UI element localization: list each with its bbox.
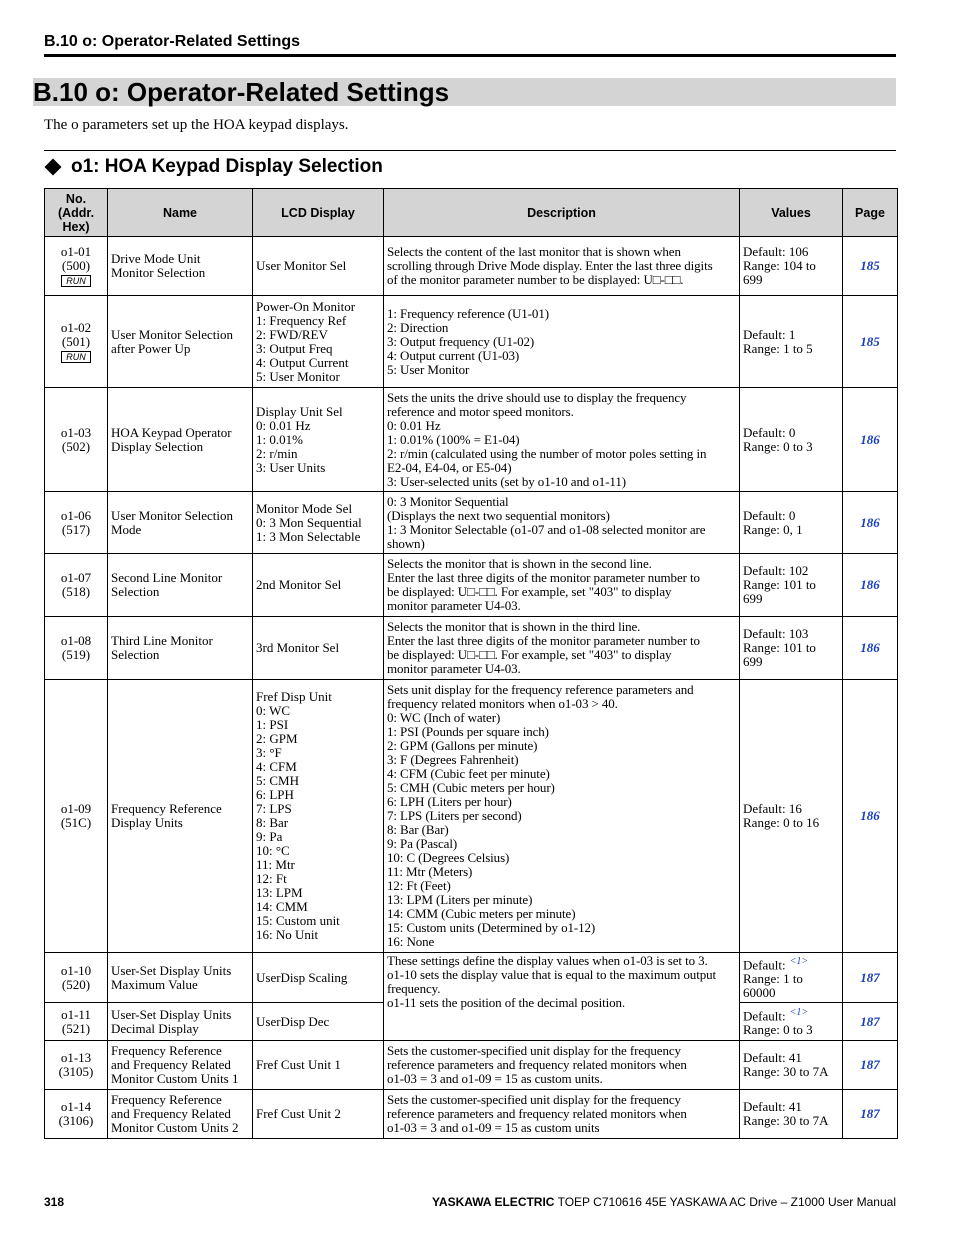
page-link[interactable]: 187 [843,1041,898,1090]
param-number: o1-10 [60,962,92,978]
param-number-cell [45,953,108,1003]
param-number-cell [45,492,108,554]
footer-brand: YASKAWA ELECTRIC [432,1195,555,1209]
param-address: (501) [61,333,91,349]
values-cell: Default: 103 Range: 101 to 699 [740,617,843,680]
table-row [45,237,898,296]
values-cell: Default: 106 Range: 104 to 699 [740,237,843,296]
param-number: o1-14 [60,1099,92,1114]
lcd-display-cell: Power-On Monitor 1: Frequency Ref 2: FWD/REV 3: Output Freq 4: Output Current 5: User Monitor [253,296,384,388]
table-row [45,953,898,1003]
footnote-ref-link[interactable]: <1> [789,955,809,967]
param-address: (3106) [58,1113,94,1128]
page-link[interactable]: 187 [843,1003,898,1041]
param-name-cell: User Monitor Selection after Power Up [108,296,253,388]
page-link[interactable]: 186 [843,492,898,554]
subsection-title: o1: HOA Keypad Display Selection [71,156,383,177]
table-row [45,617,898,680]
lcd-display-cell: 3rd Monitor Sel [253,617,384,680]
lcd-display-cell: Display Unit Sel 0: 0.01 Hz 1: 0.01% 2: r/min 3: User Units [253,388,384,492]
param-number-cell [45,680,108,953]
page-link[interactable]: 187 [843,1090,898,1139]
description-cell: 1: Frequency reference (U1-01) 2: Direction 3: Output frequency (U1-02) 4: Output current (U1-03) 5: User Monitor [384,296,740,388]
page-number: 318 [44,1195,65,1209]
header-rule [44,54,896,57]
param-number: o1-08 [60,633,92,648]
param-number-cell [45,1003,108,1041]
description-cell: Selects the monitor that is shown in the second line. Enter the last three digits of the monitor parameter number to be displayed: U□-□□. For example, set "403" to display monitor parameter U4-03. [384,554,740,617]
values-cell: Default: 102 Range: 101 to 699 [740,554,843,617]
page-link[interactable]: 186 [843,554,898,617]
run-badge-icon: RUN [61,351,91,363]
header-no: No. (Addr. Hex) [45,189,108,237]
param-number: o1-02 [60,319,92,335]
lcd-display-cell: UserDisp Scaling [253,953,384,1003]
values-cell: Default: 1 Range: 1 to 5 [740,296,843,388]
lcd-display-cell: Fref Cust Unit 2 [253,1090,384,1139]
values-cell: Default: $^{<1>}$ Range: 1 to 60000 [740,953,843,1003]
param-number-cell [45,296,108,388]
footer-doc [432,1195,896,1209]
param-number-cell [45,554,108,617]
run-badge-icon: RUN [61,275,91,287]
table-row [45,492,898,554]
header-page: Page [843,189,898,237]
param-number-cell [45,617,108,680]
param-name-cell: User-Set Display Units Decimal Display [108,1003,253,1041]
section-title: B.10 o: Operator-Related Settings [33,77,450,107]
param-address: (520) [61,976,91,992]
lcd-display-cell: Fref Disp Unit 0: WC 1: PSI 2: GPM 3: °F 4: CFM 5: CMH 6: LPH 7: LPS 8: Bar 9: Pa 10: °C 11: Mtr 12: Ft 13: LPM 14: CMM 15: Custom unit 16: No Unit [253,680,384,953]
param-name-cell: Frequency Reference and Frequency Related Monitor Custom Units 1 [108,1041,253,1090]
intro-text: The o parameters set up the HOA keypad displays. [44,117,349,133]
param-number: o1-06 [60,507,92,523]
values-cell: Default: 0 Range: 0 to 3 [740,388,843,492]
param-number: o1-03 [60,424,92,440]
table-row [45,554,898,617]
param-name-cell: User-Set Display Units Maximum Value [108,953,253,1003]
param-address: (517) [61,521,91,537]
diamond-bullet-icon [45,159,62,176]
running-header: B.10 o: Operator-Related Settings [44,33,301,50]
lcd-display-cell: Fref Cust Unit 1 [253,1041,384,1090]
lcd-display-cell: User Monitor Sel [253,237,384,296]
param-number: o1-09 [60,801,92,816]
description-cell: Sets the customer-specified unit display for the frequency reference parameters and frequency related monitors when o1-03 = 3 and o1-09 = 15 as custom units [384,1090,740,1139]
lcd-display-cell: Monitor Mode Sel 0: 3 Mon Sequential 1: 3 Mon Selectable [253,492,384,554]
footer-doc-title: TOEP C710616 45E YASKAWA AC Drive – Z1000 User Manual [554,1195,896,1209]
param-name-cell: Third Line Monitor Selection [108,617,253,680]
param-name-cell: Frequency Reference Display Units [108,680,253,953]
description-cell: Selects the monitor that is shown in the third line. Enter the last three digits of the monitor parameter number to be displayed: U□-□□. For example, set "403" to display monitor parameter U4-03. [384,617,740,680]
values-cell: Default: $^{<1>}$ Range: 0 to 3 [740,1003,843,1041]
table-row [45,388,898,492]
header-name: Name [108,189,253,237]
param-address: (519) [61,647,91,662]
lcd-display-cell: 2nd Monitor Sel [253,554,384,617]
param-name-cell: Frequency Reference and Frequency Related Monitor Custom Units 2 [108,1090,253,1139]
param-address: (51C) [60,815,92,830]
page-link[interactable]: 186 [843,680,898,953]
param-number: o1-01 [60,244,92,259]
param-address: (518) [61,584,91,599]
description-cell: Selects the content of the last monitor that is shown when scrolling through Drive Mode display. Enter the last three digits of the monitor parameter number to be displayed: U□-□□. [384,237,740,296]
param-address: (500) [61,258,91,273]
param-number-cell [45,1041,108,1090]
description-cell: Sets unit display for the frequency reference parameters and frequency related monitors when o1-03 > 40. 0: WC (Inch of water) 1: PSI (Pounds per square inch) 2: GPM (Gallons per minute) 3: F (Degrees Fahrenheit) 4: CFM (Cubic feet per minute) 5: CMH (Cubic meters per hour) 6: LPH (Liters per hour) 7: LPS (Liters per second) 8: Bar (Bar) 9: Pa (Pascal) 10: C (Degrees Celsius) 11: Mtr (Meters) 12: Ft (Feet) 13: LPM (Liters per minute) 14: CMM (Cubic meters per minute) 15: Custom units (Determined by o1-12) 16: None [384,680,740,953]
param-address: (502) [61,438,91,454]
values-cell: Default: 41 Range: 30 to 7A [740,1090,843,1139]
header-values: Values [740,189,843,237]
param-number-cell [45,388,108,492]
values-cell: Default: 41 Range: 30 to 7A [740,1041,843,1090]
section-title-band [33,78,896,106]
param-name-cell: Drive Mode Unit Monitor Selection [108,237,253,296]
param-address: (521) [61,1020,91,1036]
param-name-cell: Second Line Monitor Selection [108,554,253,617]
subsection-heading [44,154,383,180]
parameter-table [44,188,898,1139]
description-cell: Sets the customer-specified unit display for the frequency reference parameters and frequency related monitors when o1-03 = 3 and o1-09 = 15 as custom units. [384,1041,740,1090]
header-description: Description [384,189,740,237]
page-link[interactable]: 185 [843,296,898,388]
page-link[interactable]: 187 [843,953,898,1003]
table-row [45,1041,898,1090]
table-row [45,296,898,388]
param-name-cell: HOA Keypad Operator Display Selection [108,388,253,492]
table-row [45,1090,898,1139]
page-link[interactable]: 186 [843,388,898,492]
param-number-cell [45,237,108,296]
footnote-ref-link[interactable]: <1> [789,1006,809,1018]
subsection-rule [44,150,896,151]
param-number-cell [45,1090,108,1139]
lcd-display-cell: UserDisp Dec [253,1003,384,1041]
page-link[interactable]: 185 [843,237,898,296]
param-number: o1-11 [61,1006,91,1022]
description-cell: 0: 3 Monitor Sequential (Displays the next two sequential monitors) 1: 3 Monitor Selectable (o1-07 and o1-08 selected monitor are shown) [384,492,740,554]
param-number: o1-07 [60,570,92,585]
values-cell: Default: 16 Range: 0 to 16 [740,680,843,953]
values-cell: Default: 0 Range: 0, 1 [740,492,843,554]
header-lcd-display: LCD Display [253,189,384,237]
table-header-row [45,189,898,237]
description-cell: Sets the units the drive should use to display the frequency reference and motor speed monitors. 0: 0.01 Hz 1: 0.01% (100% = E1-04) 2: r/min (calculated using the number of motor poles setting in E2-04, E4-04, or E5-04) 3: User-selected units (set by o1-10 and o1-11) [384,388,740,492]
table-row [45,680,898,953]
param-number: o1-13 [60,1050,92,1065]
description-cell: These settings define the display values when o1-03 is set to 3. o1-10 sets the display value that is equal to the maximum output frequency. o1-11 sets the position of the decimal position. [384,953,740,1041]
param-name-cell: User Monitor Selection Mode [108,492,253,554]
page-link[interactable]: 186 [843,617,898,680]
param-address: (3105) [58,1064,94,1079]
